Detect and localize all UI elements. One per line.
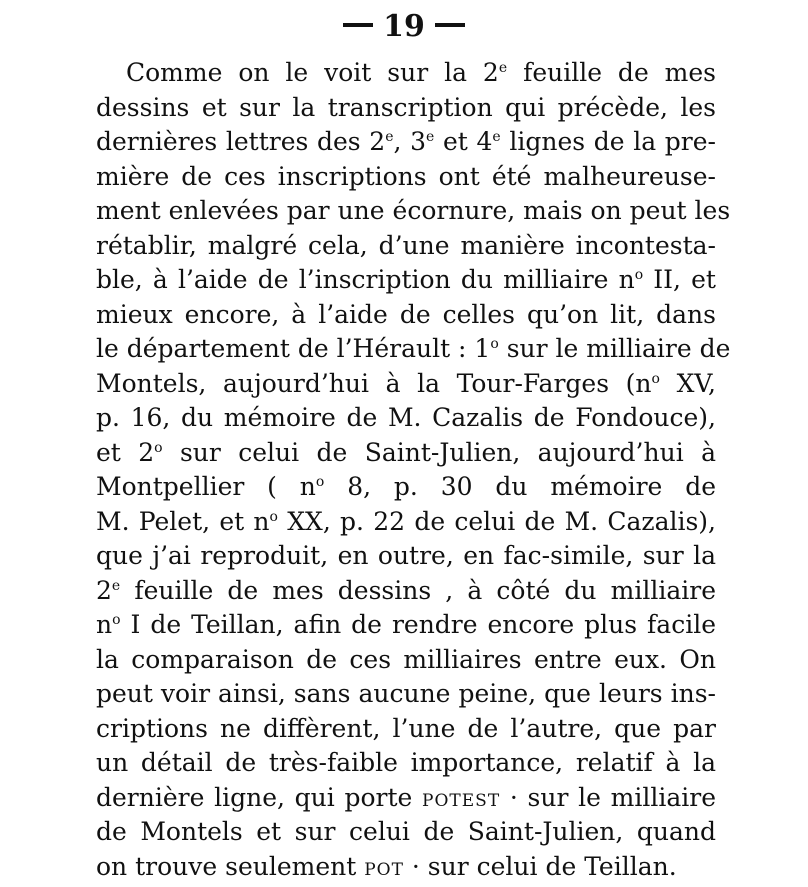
small-caps-word: POTEST [422, 790, 501, 811]
text-line: on trouve seulement POT · sur celui de Teillan. [96, 851, 677, 881]
text-line: dernière ligne, qui porte POTEST · sur le milliaire [96, 782, 716, 812]
text-line: dernières lettres des 2e, 3e et 4e lignes de la pre- [96, 127, 716, 156]
text-line: que j’ai reproduit, en outre, en fac-simile, sur la [96, 541, 716, 570]
small-caps-word: POT [364, 859, 404, 880]
text-line: la comparaison de ces milliaires entre eux. On [96, 644, 716, 674]
text-line: le département de l’Hérault : 1$^o$ sur le milliaire de [96, 334, 731, 363]
text-line: mière de ces inscriptions ont été malheureuse- [96, 161, 716, 191]
text-line: peut voir ainsi, sans aucune peine, que leurs ins- [96, 679, 716, 708]
text-line: Montels, aujourd’hui à la Tour-Farges ($n^o$ XV, [96, 368, 716, 398]
header-dash-left [343, 23, 373, 27]
text-line: ble, à l’aide de l’inscription du milliaire $n^o$ II, et [96, 265, 716, 294]
text-line: criptions ne diffèrent, l’une de l’autre, que par [96, 713, 716, 743]
page-header [0, 6, 808, 47]
text-line: 2e feuille de mes dessins , à côté du milliaire [96, 575, 716, 605]
text-line: M. Pelet, et $n^o$ XX, p. 22 de celui de M. Cazalis), [96, 506, 717, 536]
text-line: Comme on le voit sur la 2e feuille de mes [126, 58, 716, 87]
text-line: mieux encore, à l’aide de celles qu’on lit, dans [96, 299, 716, 329]
text-line: rétablir, malgré cela, d’une manière incontesta- [96, 230, 716, 260]
text-line: de Montels et sur celui de Saint-Julien, quand [96, 817, 716, 846]
text-line: $n^o$ I de Teillan, afin de rendre encore plus facile [96, 610, 716, 639]
text-line: et 2$^o$ sur celui de Saint-Julien, aujourd’hui à [96, 437, 716, 467]
text-line: p. 16, du mémoire de M. Cazalis de Fondouce), [96, 403, 716, 432]
text-line: Montpellier ( $n^o$ 8, p. 30 du mémoire de [96, 472, 717, 501]
text-line: dessins et sur la transcription qui précède, les [96, 92, 716, 122]
text-line: un détail de très-faible importance, relatif à la [96, 748, 716, 777]
text-line: ment enlevées par une écornure, mais on peut les [96, 196, 731, 225]
header-dash-right [435, 23, 465, 27]
page-number: 19 [383, 9, 425, 44]
body-paragraph [96, 56, 731, 884]
